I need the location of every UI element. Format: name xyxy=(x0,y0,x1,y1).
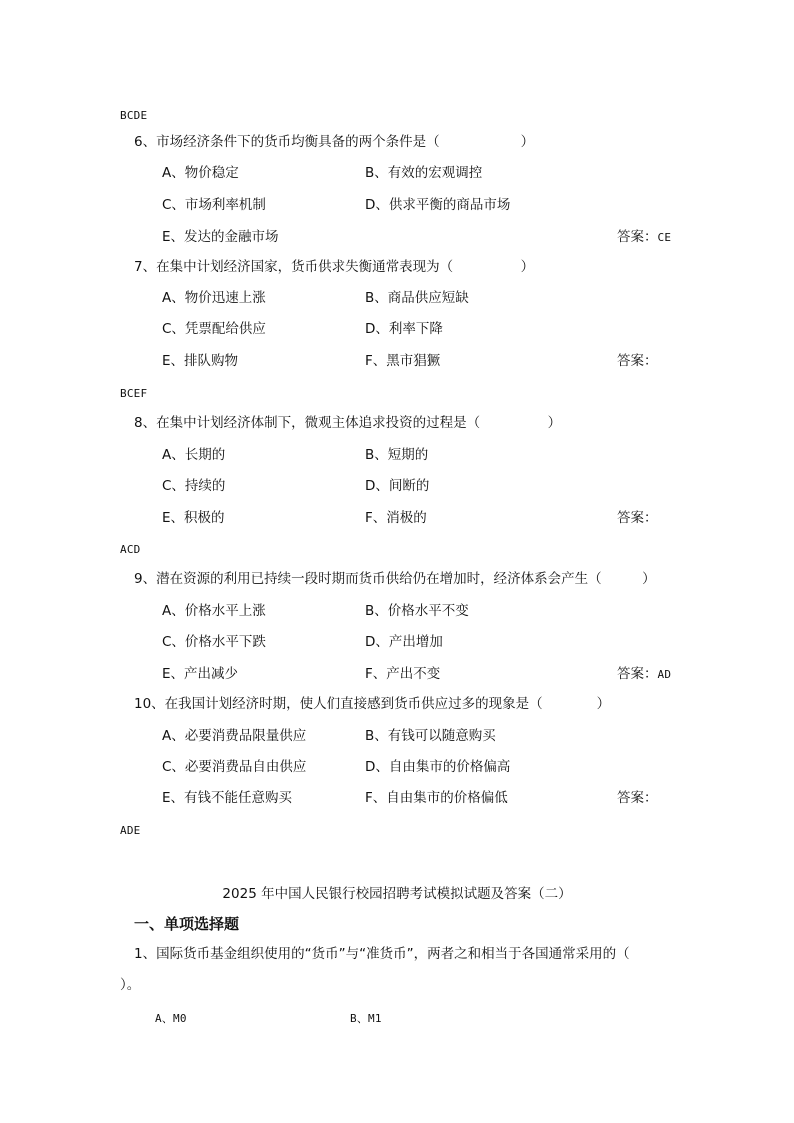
option-text: A、物价迅速上涨 xyxy=(162,290,266,306)
answer-label-text: 答案： xyxy=(617,229,658,245)
question-stem-continued: ）。 xyxy=(120,977,141,993)
option-text: F、产出不变 xyxy=(365,666,441,682)
option-text: E、排队购物 xyxy=(162,353,239,369)
option-text: A、物价稳定 xyxy=(162,165,239,181)
option-text: B、商品供应短缺 xyxy=(365,290,469,306)
question-stem: 9、潜在资源的利用已持续一段时期而货币供给仍在增加时，经济体系会产生（ ） xyxy=(134,571,656,587)
option-text: F、黑市猖獗 xyxy=(365,353,441,369)
question-stem: 6、市场经济条件下的货币均衡具备的两个条件是（ ） xyxy=(134,134,535,150)
answer-value: AD xyxy=(657,668,672,681)
answer-label-text: 答案： xyxy=(617,510,658,526)
option-text: C、持续的 xyxy=(162,478,226,494)
option-text: C、市场利率机制 xyxy=(162,197,266,213)
option-text: D、产出增加 xyxy=(365,634,443,650)
option-text: F、自由集市的价格偏低 xyxy=(365,790,508,806)
question-stem: 10、在我国计划经济时期，使人们直接感到货币供应过多的现象是（ ） xyxy=(134,696,611,712)
question-stem: 1、国际货币基金组织使用的“货币”与“准货币”，两者之和相当于各国通常采用的（ xyxy=(134,946,630,962)
option-text: A、M0 xyxy=(155,1012,187,1025)
option-text: D、利率下降 xyxy=(365,321,443,337)
option-text: B、有钱可以随意购买 xyxy=(365,728,496,744)
answer-label xyxy=(617,228,671,247)
question-stem: 7、在集中计划经济国家，货币供求失衡通常表现为（ ） xyxy=(134,259,535,275)
page-title: 2025 年中国人民银行校园招聘考试模拟试题及答案（二） xyxy=(222,886,572,902)
option-text: A、长期的 xyxy=(162,447,226,463)
option-text: A、价格水平上涨 xyxy=(162,603,266,619)
answer-value: BCEF xyxy=(120,387,148,400)
option-text: E、积极的 xyxy=(162,510,225,526)
answer-text: BCDE xyxy=(120,109,148,122)
option-text: E、发达的金融市场 xyxy=(162,229,279,245)
option-text: B、M1 xyxy=(350,1012,382,1025)
answer-label-text: 答案： xyxy=(617,353,658,369)
question-stem: 8、在集中计划经济体制下，微观主体追求投资的过程是（ ） xyxy=(134,415,562,431)
answer-label xyxy=(617,665,671,684)
answer-label-text: 答案： xyxy=(617,666,658,682)
answer-value: ACD xyxy=(120,543,141,556)
option-text: F、消极的 xyxy=(365,510,427,526)
option-text: D、供求平衡的商品市场 xyxy=(365,197,511,213)
option-text: D、自由集市的价格偏高 xyxy=(365,759,511,775)
answer-value: CE xyxy=(657,231,672,244)
answer-label-text: 答案： xyxy=(617,790,658,806)
option-text: B、有效的宏观调控 xyxy=(365,165,483,181)
option-text: D、间断的 xyxy=(365,478,430,494)
option-text: A、必要消费品限量供应 xyxy=(162,728,307,744)
option-text: E、产出减少 xyxy=(162,666,239,682)
option-text: E、有钱不能任意购买 xyxy=(162,790,293,806)
option-text: B、短期的 xyxy=(365,447,429,463)
section-heading: 一、单项选择题 xyxy=(134,915,240,933)
option-text: C、必要消费品自由供应 xyxy=(162,759,307,775)
option-text: B、价格水平不变 xyxy=(365,603,469,619)
option-text: C、价格水平下跌 xyxy=(162,634,266,650)
answer-value: ADE xyxy=(120,824,141,837)
option-text: C、凭票配给供应 xyxy=(162,321,266,337)
